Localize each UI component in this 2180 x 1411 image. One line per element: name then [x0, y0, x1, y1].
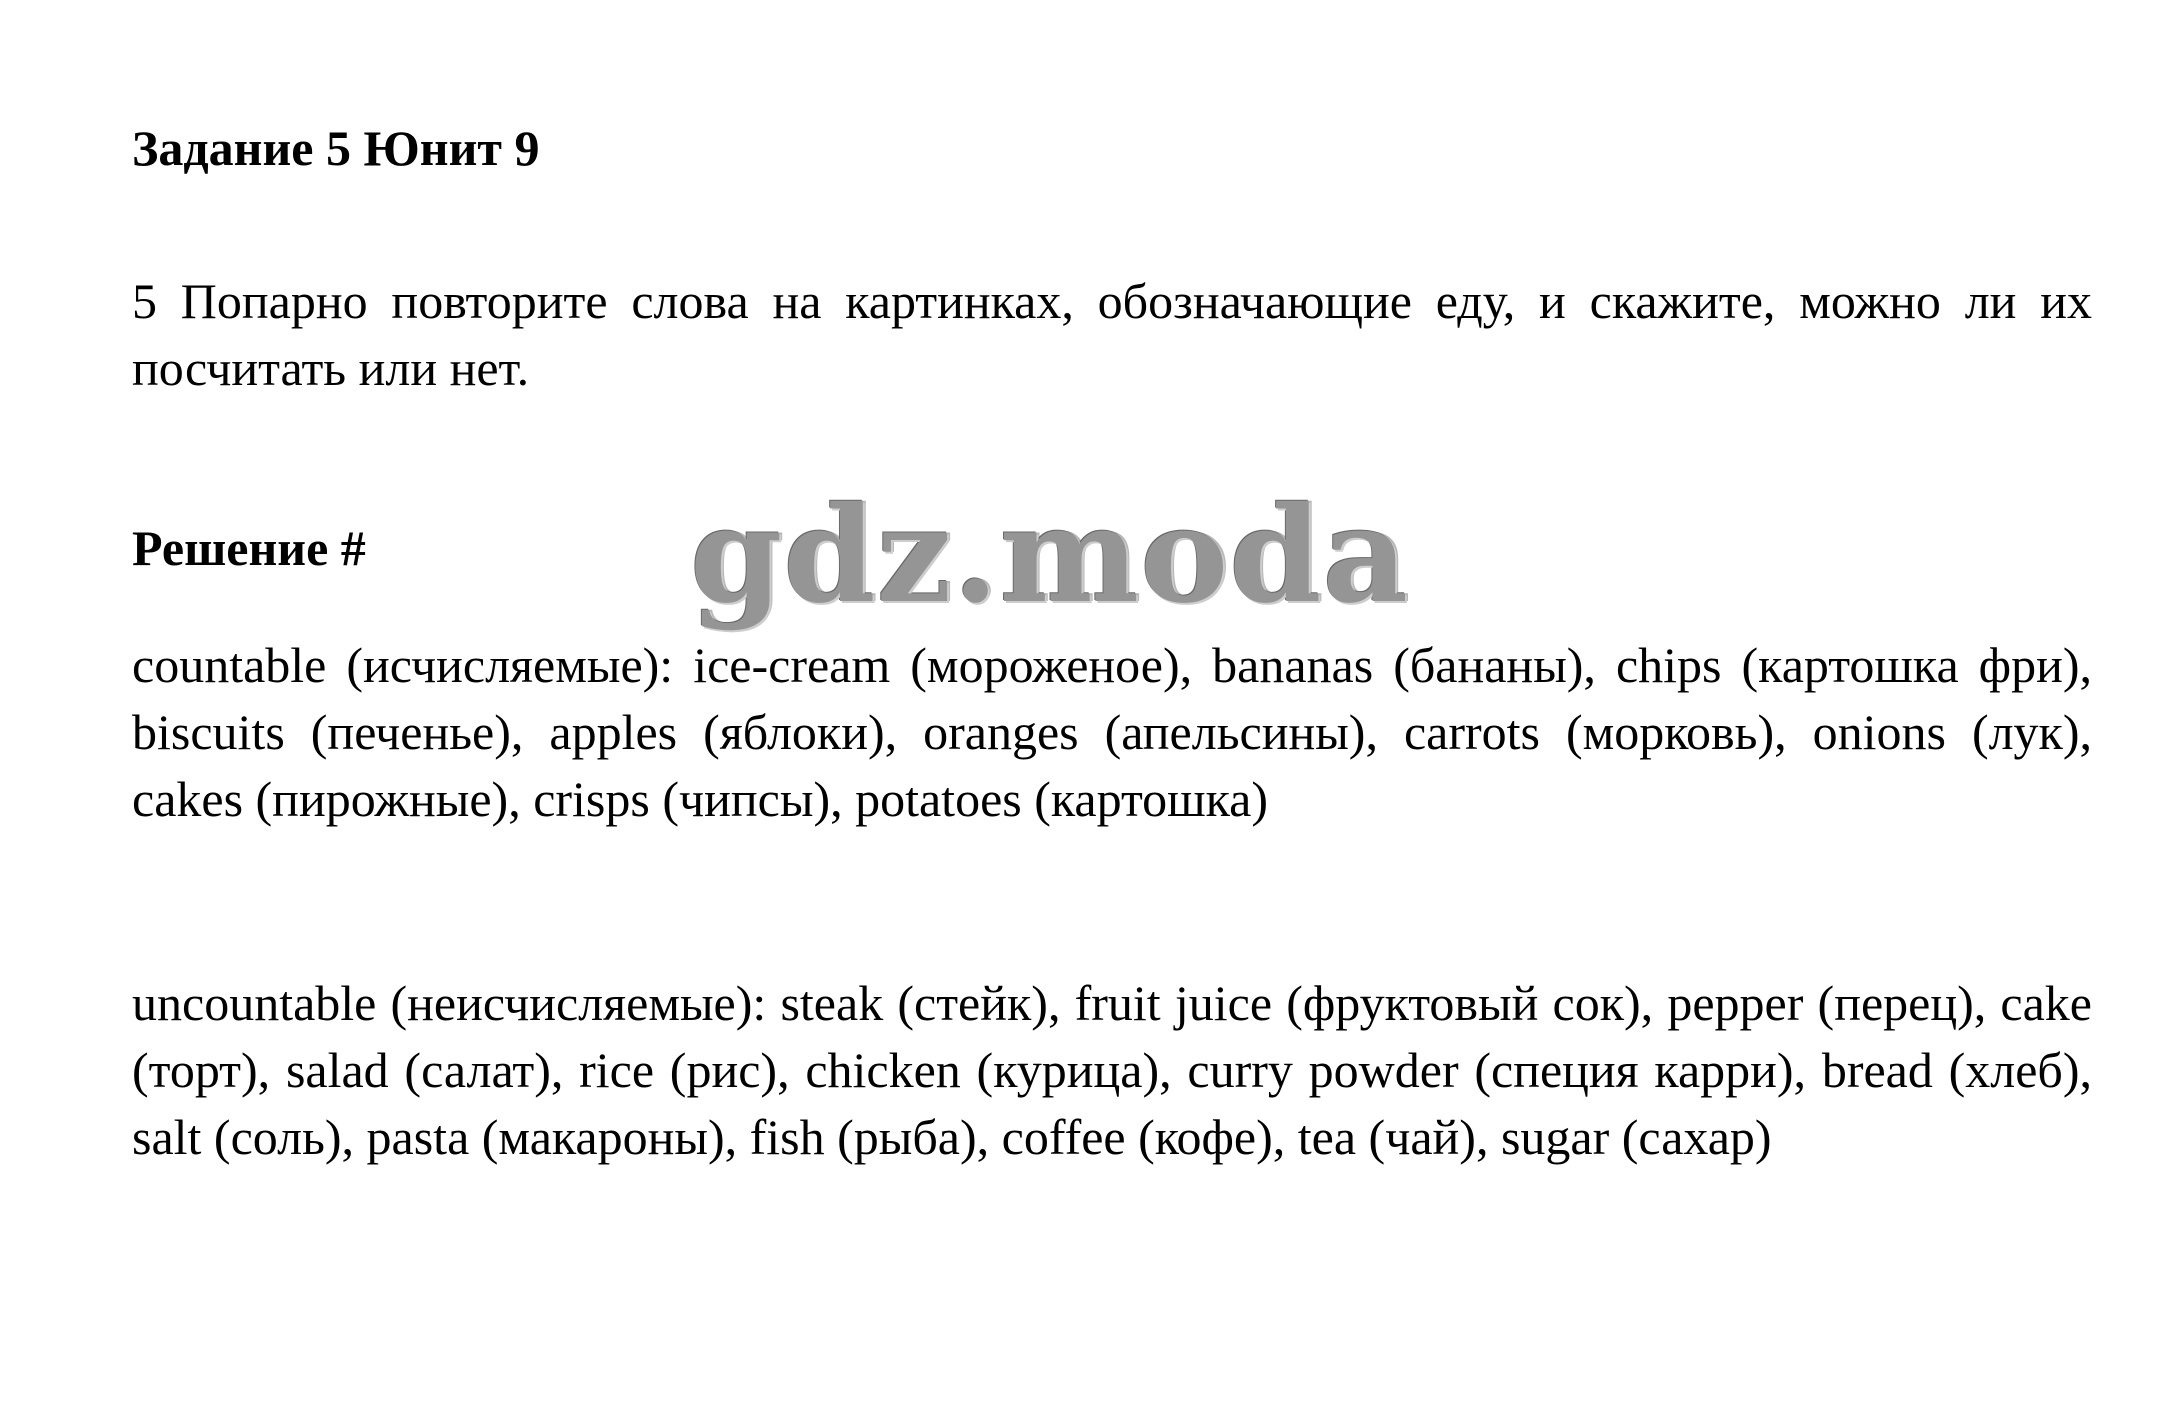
watermark-logo: gdz.moda	[690, 478, 1410, 633]
task-instruction: 5 Попарно повторите слова на картинках, обозначающие еду, и скажите, можно ли их посчитать или нет.	[132, 273, 2092, 396]
task-title: Задание 5 Юнит 9	[132, 120, 540, 176]
uncountable-list: uncountable (неисчисляемые): steak (стейк), fruit juice (фруктовый сок), pepper (перец), cake (торт), salad (салат), rice (рис), chicken (курица), curry powder (специя карри), bread (хлеб), salt (соль), pasta (макароны), fish (рыба), coffee (кофе), tea (чай), sugar (сахар)	[132, 975, 2092, 1165]
countable-list: countable (исчисляемые): ice-cream (мороженое), bananas (бананы), chips (картошка фри), biscuits (печенье), apples (яблоки), oranges (апельсины), carrots (морковь), onions (лук), cakes (пирожные), crisps (чипсы), potatoes (картошка)	[132, 637, 2092, 827]
solution-title: Решение #	[132, 520, 366, 576]
